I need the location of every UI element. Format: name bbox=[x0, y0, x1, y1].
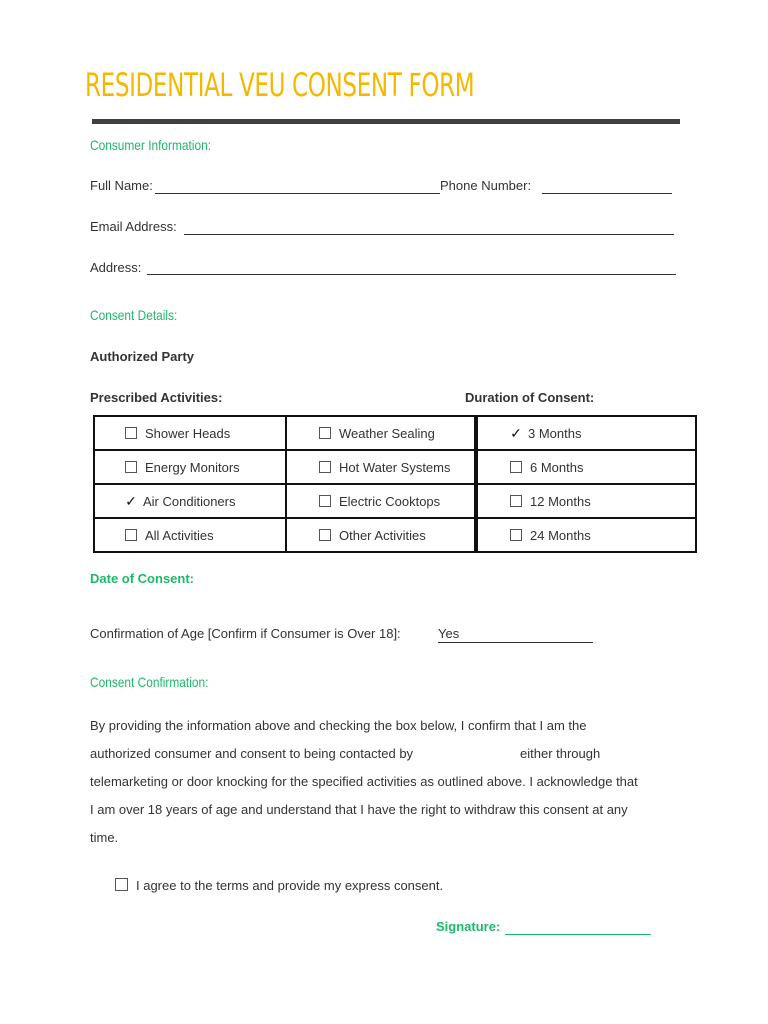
phone-label: Phone Number: bbox=[440, 178, 532, 193]
checkbox-icon[interactable] bbox=[510, 495, 522, 507]
checkbox-icon[interactable] bbox=[319, 461, 331, 473]
table-row bbox=[94, 416, 696, 450]
full-name-label: Full Name: bbox=[90, 178, 153, 193]
signature-label: Signature: bbox=[436, 919, 501, 934]
agree-checkbox-icon[interactable] bbox=[115, 878, 128, 891]
age-confirmation-label: Confirmation of Age [Confirm if Consumer is Over 18]: bbox=[90, 626, 401, 641]
checkmark-icon[interactable]: ✓ bbox=[125, 492, 137, 509]
table-row bbox=[94, 450, 696, 484]
activity-weather-sealing[interactable]: Weather Sealing bbox=[286, 416, 475, 450]
title-divider bbox=[92, 119, 680, 124]
activity-hot-water-systems[interactable]: Hot Water Systems bbox=[286, 450, 475, 484]
checkbox-icon[interactable] bbox=[319, 495, 331, 507]
table-row bbox=[94, 484, 696, 518]
table-row bbox=[94, 518, 696, 552]
activity-other-activities[interactable]: Other Activities bbox=[286, 518, 475, 552]
checkbox-icon[interactable] bbox=[510, 461, 522, 473]
checkbox-icon[interactable] bbox=[125, 427, 137, 439]
page-title: RESIDENTIAL VEU CONSENT FORM bbox=[85, 66, 475, 104]
checkbox-icon[interactable] bbox=[125, 461, 137, 473]
duration-24-months[interactable]: 24 Months bbox=[477, 518, 696, 552]
activity-all-activities[interactable]: All Activities bbox=[94, 518, 286, 552]
checkbox-icon[interactable] bbox=[125, 529, 137, 541]
activity-energy-monitors[interactable]: Energy Monitors bbox=[94, 450, 286, 484]
confirmation-paragraph: By providing the information above and checking the box below, I confirm that I am the authorized consumer and consent to being contacted by either through telemarketing or door knocking for the specified activities as outlined above. I acknowledge that I am over 18 years of age and understand that I have the right to withdraw this consent at any time. bbox=[90, 718, 638, 845]
activities-table bbox=[93, 415, 697, 553]
activity-shower-heads[interactable]: Shower Heads bbox=[94, 416, 286, 450]
age-confirmation-field[interactable]: Yes bbox=[438, 626, 593, 643]
duration-label: Duration of Consent: bbox=[465, 390, 595, 405]
prescribed-activities-label: Prescribed Activities: bbox=[90, 390, 223, 405]
consumer-info-heading: Consumer Information: bbox=[90, 137, 212, 153]
authorized-party-label: Authorized Party bbox=[90, 349, 195, 364]
full-name-field[interactable] bbox=[155, 193, 440, 194]
address-field[interactable] bbox=[147, 274, 676, 275]
checkbox-icon[interactable] bbox=[319, 529, 331, 541]
email-label: Email Address: bbox=[90, 219, 177, 234]
date-of-consent-label: Date of Consent: bbox=[90, 571, 194, 586]
duration-6-months[interactable]: 6 Months bbox=[477, 450, 696, 484]
duration-12-months[interactable]: 12 Months bbox=[477, 484, 696, 518]
phone-field[interactable] bbox=[542, 193, 672, 194]
consent-details-heading: Consent Details: bbox=[90, 307, 178, 323]
email-field[interactable] bbox=[184, 234, 674, 235]
signature-field[interactable] bbox=[505, 934, 651, 935]
address-label: Address: bbox=[90, 260, 142, 275]
agree-row[interactable] bbox=[115, 878, 443, 893]
activity-air-conditioners[interactable]: ✓ Air Conditioners bbox=[94, 484, 286, 518]
consent-confirmation-heading: Consent Confirmation: bbox=[90, 674, 209, 690]
activity-electric-cooktops[interactable]: Electric Cooktops bbox=[286, 484, 475, 518]
duration-3-months[interactable]: ✓ 3 Months bbox=[477, 416, 696, 450]
checkmark-icon[interactable]: ✓ bbox=[510, 424, 522, 441]
checkbox-icon[interactable] bbox=[319, 427, 331, 439]
checkbox-icon[interactable] bbox=[510, 529, 522, 541]
agree-label: I agree to the terms and provide my express consent. bbox=[136, 878, 444, 893]
